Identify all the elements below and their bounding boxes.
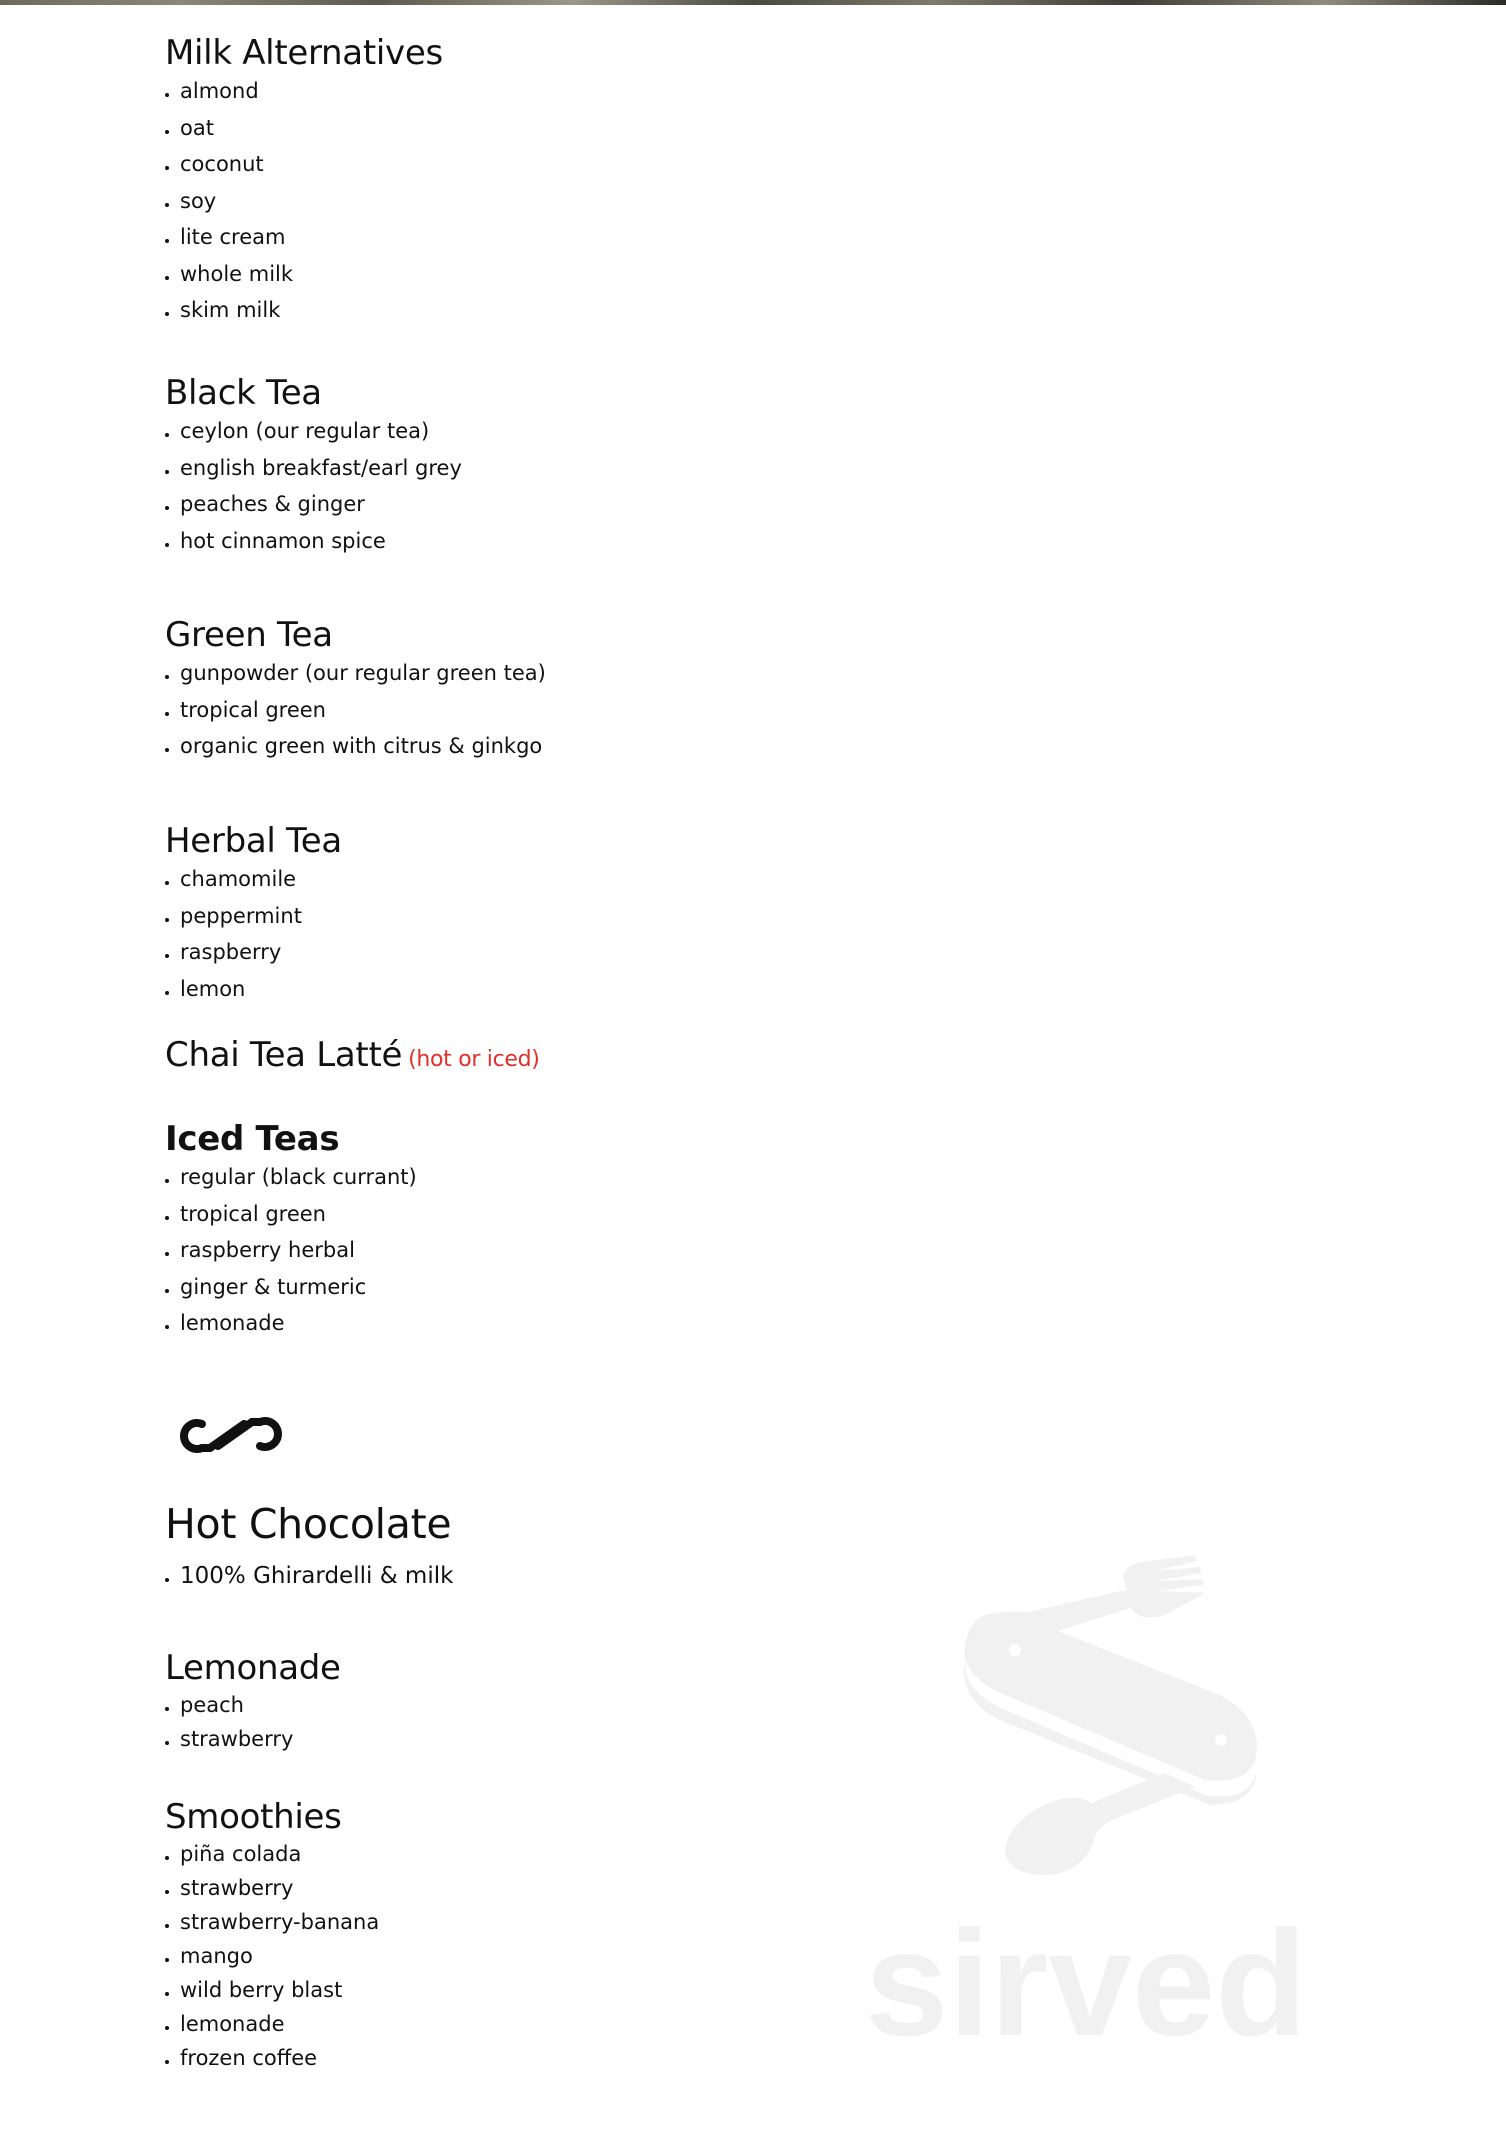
- item-list: [165, 1688, 341, 1756]
- list-item: oat: [165, 110, 443, 147]
- list-item: gunpowder (our regular green tea): [165, 655, 546, 692]
- item-list: [165, 1159, 417, 1342]
- list-item: lemonade: [165, 2007, 379, 2041]
- section-title: Black Tea: [165, 373, 322, 413]
- link-icon: [176, 1410, 286, 1460]
- list-item: skim milk: [165, 292, 443, 329]
- item-list: [165, 1837, 379, 2075]
- list-item: whole milk: [165, 256, 443, 293]
- section-lemonade: [165, 1648, 341, 1756]
- list-item: raspberry: [165, 934, 342, 971]
- list-item: strawberry: [165, 1871, 379, 1905]
- list-item: coconut: [165, 146, 443, 183]
- list-item: strawberry: [165, 1722, 341, 1756]
- section-title: Hot Chocolate: [165, 1500, 452, 1548]
- section-title: Lemonade: [165, 1648, 341, 1688]
- list-item: hot cinnamon spice: [165, 523, 462, 560]
- section-chai-tea-latte: [165, 1035, 540, 1080]
- list-item: strawberry-banana: [165, 1905, 379, 1939]
- sirved-watermark: [865, 1535, 1465, 2055]
- list-item: organic green with citrus & ginkgo: [165, 728, 546, 765]
- section-hot-chocolate: [165, 1500, 453, 1595]
- section-iced-teas: [165, 1119, 417, 1342]
- list-item: piña colada: [165, 1837, 379, 1871]
- item-list: [165, 73, 443, 329]
- serving-note: (hot or iced): [408, 1047, 540, 1072]
- list-item: lemonade: [165, 1305, 417, 1342]
- list-item: mango: [165, 1939, 379, 1973]
- section-milk-alternatives: [165, 33, 443, 329]
- list-item: lemon: [165, 971, 342, 1008]
- list-item: frozen coffee: [165, 2041, 379, 2075]
- list-item: tropical green: [165, 692, 546, 729]
- list-item: peppermint: [165, 898, 342, 935]
- section-title: Smoothies: [165, 1797, 342, 1837]
- section-green-tea: [165, 615, 546, 765]
- list-item: lite cream: [165, 219, 443, 256]
- watermark-text: sirved: [865, 1899, 1307, 2055]
- section-herbal-tea: [165, 821, 342, 1007]
- list-item: tropical green: [165, 1196, 417, 1233]
- section-smoothies: [165, 1797, 379, 2075]
- list-item: regular (black currant): [165, 1159, 417, 1196]
- list-item: peaches & ginger: [165, 486, 462, 523]
- section-title: Green Tea: [165, 615, 333, 655]
- list-item: wild berry blast: [165, 1973, 379, 2007]
- fork-spoon-knife-icon: [964, 1555, 1257, 1875]
- item-list: [165, 413, 462, 559]
- section-title: [165, 1035, 540, 1080]
- chai-title: Chai Tea Latté: [165, 1035, 403, 1075]
- item-list: [165, 655, 546, 765]
- list-item: raspberry herbal: [165, 1232, 417, 1269]
- section-title: Iced Teas: [165, 1119, 340, 1159]
- list-item: english breakfast/earl grey: [165, 450, 462, 487]
- list-item: almond: [165, 73, 443, 110]
- list-item: peach: [165, 1688, 341, 1722]
- list-item: soy: [165, 183, 443, 220]
- list-item: 100% Ghirardelli & milk: [165, 1558, 453, 1595]
- section-title: Milk Alternatives: [165, 33, 443, 73]
- item-list: [165, 861, 342, 1007]
- section-title: Herbal Tea: [165, 821, 342, 861]
- header-photo-strip: [0, 0, 1506, 5]
- list-item: chamomile: [165, 861, 342, 898]
- section-black-tea: [165, 373, 462, 559]
- list-item: ginger & turmeric: [165, 1269, 417, 1306]
- list-item: ceylon (our regular tea): [165, 413, 462, 450]
- item-list: [165, 1558, 453, 1595]
